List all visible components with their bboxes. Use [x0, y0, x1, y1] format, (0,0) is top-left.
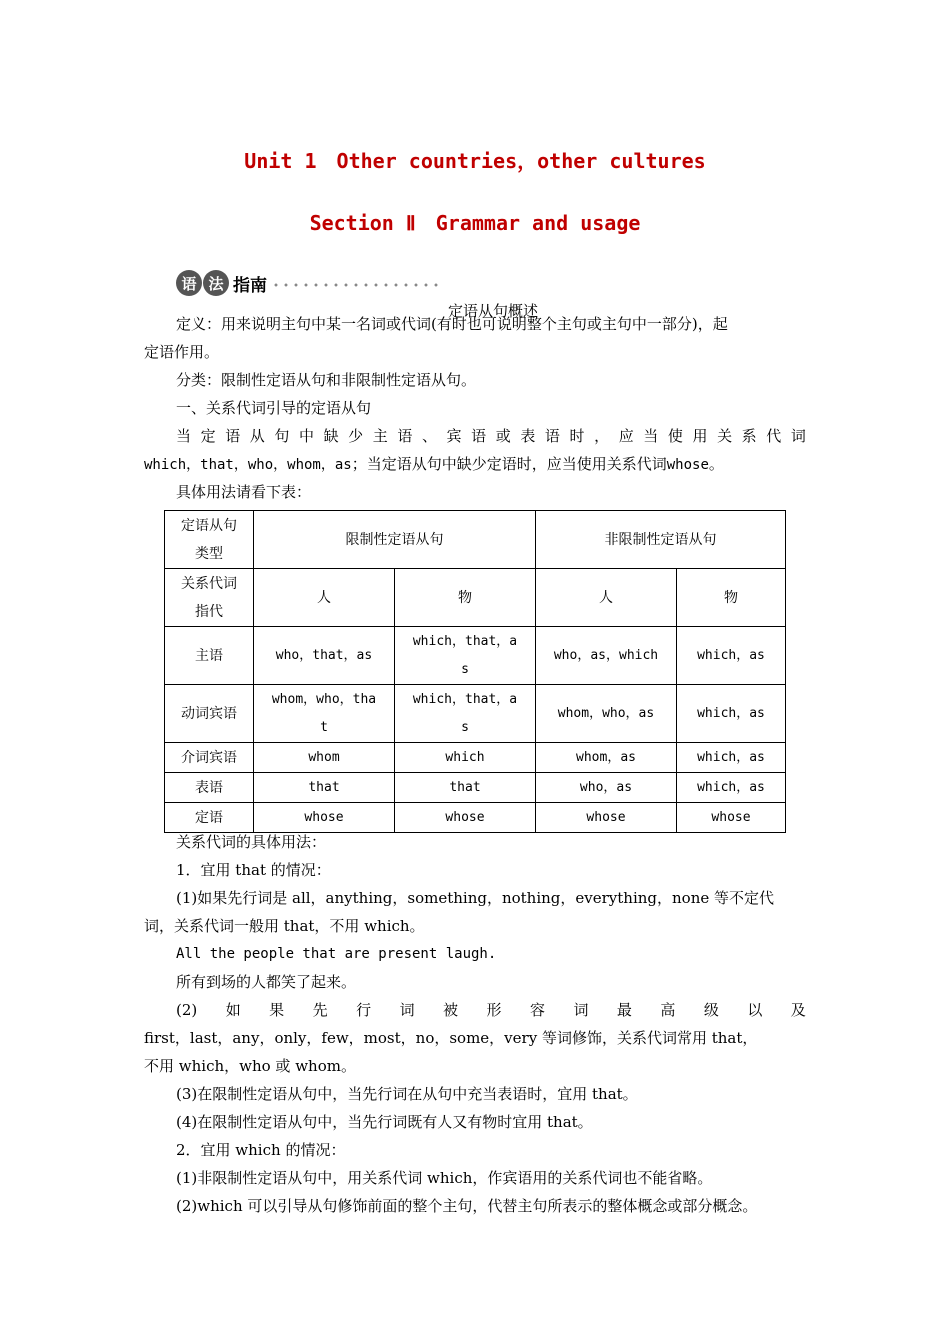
that-rule-3: (3)在限制性定语从句中，当先行词在从句中充当表语时，宜用 that。: [176, 1085, 638, 1103]
table-row-predicative: [165, 773, 786, 803]
that-rule-1-line-1: (1)如果先行词是 all，anything，something，nothing，everything，none 等不定代: [176, 889, 775, 907]
classification: 分类：限制性定语从句和非限制性定语从句。: [176, 371, 477, 389]
cell: which，as: [677, 685, 786, 743]
dotted-divider: [271, 281, 441, 289]
justified-glyph: 语: [544, 427, 560, 445]
cell: that: [254, 773, 395, 803]
justified-glyph: 使: [667, 427, 683, 445]
cell: whom，who，as: [536, 685, 677, 743]
justified-glyph: 或: [495, 427, 511, 445]
justified-glyph: 语: [471, 427, 487, 445]
table-intro: 具体用法请看下表：: [176, 483, 312, 501]
header-nonrestrictive: 非限制性定语从句: [536, 511, 786, 569]
justified-glyph: 及: [790, 1001, 806, 1019]
justified-glyph: 被: [443, 1001, 459, 1019]
cell: whose: [536, 803, 677, 833]
cell: that: [395, 773, 536, 803]
example-chinese: 所有到场的人都笑了起来。: [176, 973, 357, 991]
cell: whom，who，tha t: [254, 685, 395, 743]
that-rule-2-line-1: [176, 1000, 806, 1020]
cell: whose: [677, 803, 786, 833]
banner-label: 指南: [233, 275, 267, 296]
row-label: 表语: [165, 773, 254, 803]
period: 。: [708, 455, 724, 473]
grammar-badge-1: 语: [176, 270, 202, 296]
header-pronoun-reference: 关系代词 指代: [165, 569, 254, 627]
header-restrictive: 限制性定语从句: [254, 511, 536, 569]
justified-glyph: 以: [747, 1001, 763, 1019]
table-row-subject: [165, 627, 786, 685]
cell: who，as: [536, 773, 677, 803]
justified-glyph: 、: [421, 427, 437, 445]
that-title: 1．宜用 that 的情况：: [176, 861, 331, 879]
justified-glyph: 先: [312, 1001, 328, 1019]
header-thing-1: 物: [395, 569, 536, 627]
justified-glyph: 宾: [446, 427, 462, 445]
table-row-attributive: [165, 803, 786, 833]
unit-title: Unit 1 Other countries，other cultures: [244, 149, 706, 173]
row-label: 定语: [165, 803, 254, 833]
cell: who，that，as: [254, 627, 395, 685]
header-thing-2: 物: [677, 569, 786, 627]
overview-title: 定语从句概述: [447, 302, 538, 320]
row-label: 介词宾语: [165, 743, 254, 773]
section1-title: 一、关系代词引导的定语从句: [176, 399, 372, 417]
justified-glyph: 当: [643, 427, 659, 445]
that-rule-4: (4)在限制性定语从句中，当先行词既有人又有物时宜用 that。: [176, 1113, 593, 1131]
cell: whose: [395, 803, 536, 833]
header-person-1: 人: [254, 569, 395, 627]
justified-glyph: 时: [569, 427, 585, 445]
that-rule-2-line-2: first，last，any，only，few，most，no，some，very 等词修饰，关系代词常用 that，: [144, 1029, 758, 1047]
cell: which，as: [677, 773, 786, 803]
cell: whom，as: [536, 743, 677, 773]
justified-glyph: 表: [520, 427, 536, 445]
cell: whom: [254, 743, 395, 773]
justified-glyph: 句: [274, 427, 290, 445]
section1-para-line-1: [176, 426, 806, 446]
justified-glyph: 级: [703, 1001, 719, 1019]
section-title: Section Ⅱ Grammar and usage: [309, 211, 641, 235]
usage-title: 关系代词的具体用法：: [176, 833, 327, 851]
justified-glyph: 高: [660, 1001, 676, 1019]
justified-glyph: 词: [399, 1001, 415, 1019]
cell: which，as: [677, 627, 786, 685]
that-rule-2-line-3: 不用 which，who 或 whom。: [144, 1057, 356, 1075]
section1-para-line-2: [144, 454, 724, 475]
cell: who，as，which: [536, 627, 677, 685]
which-rule-1: (1)非限制性定语从句中，用关系代词 which，作宾语用的关系代词也不能省略。: [176, 1169, 713, 1187]
row-label: 主语: [165, 627, 254, 685]
row-label: 动词宾语: [165, 685, 254, 743]
whose-word: whose: [666, 457, 709, 473]
justified-glyph: 最: [616, 1001, 632, 1019]
grammar-guide-banner: [176, 268, 441, 298]
example-english: All the people that are present laugh.: [176, 946, 497, 962]
justified-glyph: 语: [397, 427, 413, 445]
justified-glyph: 系: [741, 427, 757, 445]
section1-para-text: ；当定语从句中缺少定语时，应当使用关系代词: [351, 455, 667, 473]
grammar-badge-2: 法: [203, 270, 229, 296]
justified-glyph: 语: [225, 427, 241, 445]
header-person-2: 人: [536, 569, 677, 627]
justified-glyph: 用: [692, 427, 708, 445]
justified-glyph: 关: [717, 427, 733, 445]
justified-glyph: ，: [594, 427, 610, 445]
justified-glyph: (2): [176, 1001, 198, 1019]
which-rule-2: (2)which 可以引导从句修饰前面的整个主句，代替主句所表示的整体概念或部分概念。: [176, 1197, 758, 1215]
justified-glyph: 缺: [323, 427, 339, 445]
relative-pronoun-table: [164, 510, 786, 833]
table-row-verb-object: [165, 685, 786, 743]
pronoun-list: which，that，who，whom，as: [144, 457, 352, 473]
justified-glyph: 容: [529, 1001, 545, 1019]
definition-line-2: 定语作用。: [144, 343, 220, 361]
justified-glyph: 应: [618, 427, 634, 445]
justified-glyph: 词: [790, 427, 806, 445]
cell: which，as: [677, 743, 786, 773]
cell: which，that，a s: [395, 685, 536, 743]
cell: which: [395, 743, 536, 773]
table-header-row-2: [165, 569, 786, 627]
justified-glyph: 词: [573, 1001, 589, 1019]
justified-glyph: 果: [269, 1001, 285, 1019]
table-header-row-1: [165, 511, 786, 569]
justified-glyph: 代: [766, 427, 782, 445]
justified-glyph: 中: [298, 427, 314, 445]
justified-glyph: 定: [200, 427, 216, 445]
which-title: 2．宜用 which 的情况：: [176, 1141, 346, 1159]
justified-glyph: 行: [356, 1001, 372, 1019]
justified-glyph: 主: [372, 427, 388, 445]
cell: whose: [254, 803, 395, 833]
justified-glyph: 当: [176, 427, 192, 445]
header-clause-type: 定语从句 类型: [165, 511, 254, 569]
cell: which，that，a s: [395, 627, 536, 685]
justified-glyph: 形: [486, 1001, 502, 1019]
justified-glyph: 少: [348, 427, 364, 445]
that-rule-1-line-2: 词，关系代词一般用 that，不用 which。: [144, 917, 425, 935]
table-row-prep-object: [165, 743, 786, 773]
justified-glyph: 如: [225, 1001, 241, 1019]
definition-line-1: 定义：用来说明主句中某一名词或代词(有时也可说明整个主句或主句中一部分)，起: [176, 315, 728, 333]
justified-glyph: 从: [249, 427, 265, 445]
